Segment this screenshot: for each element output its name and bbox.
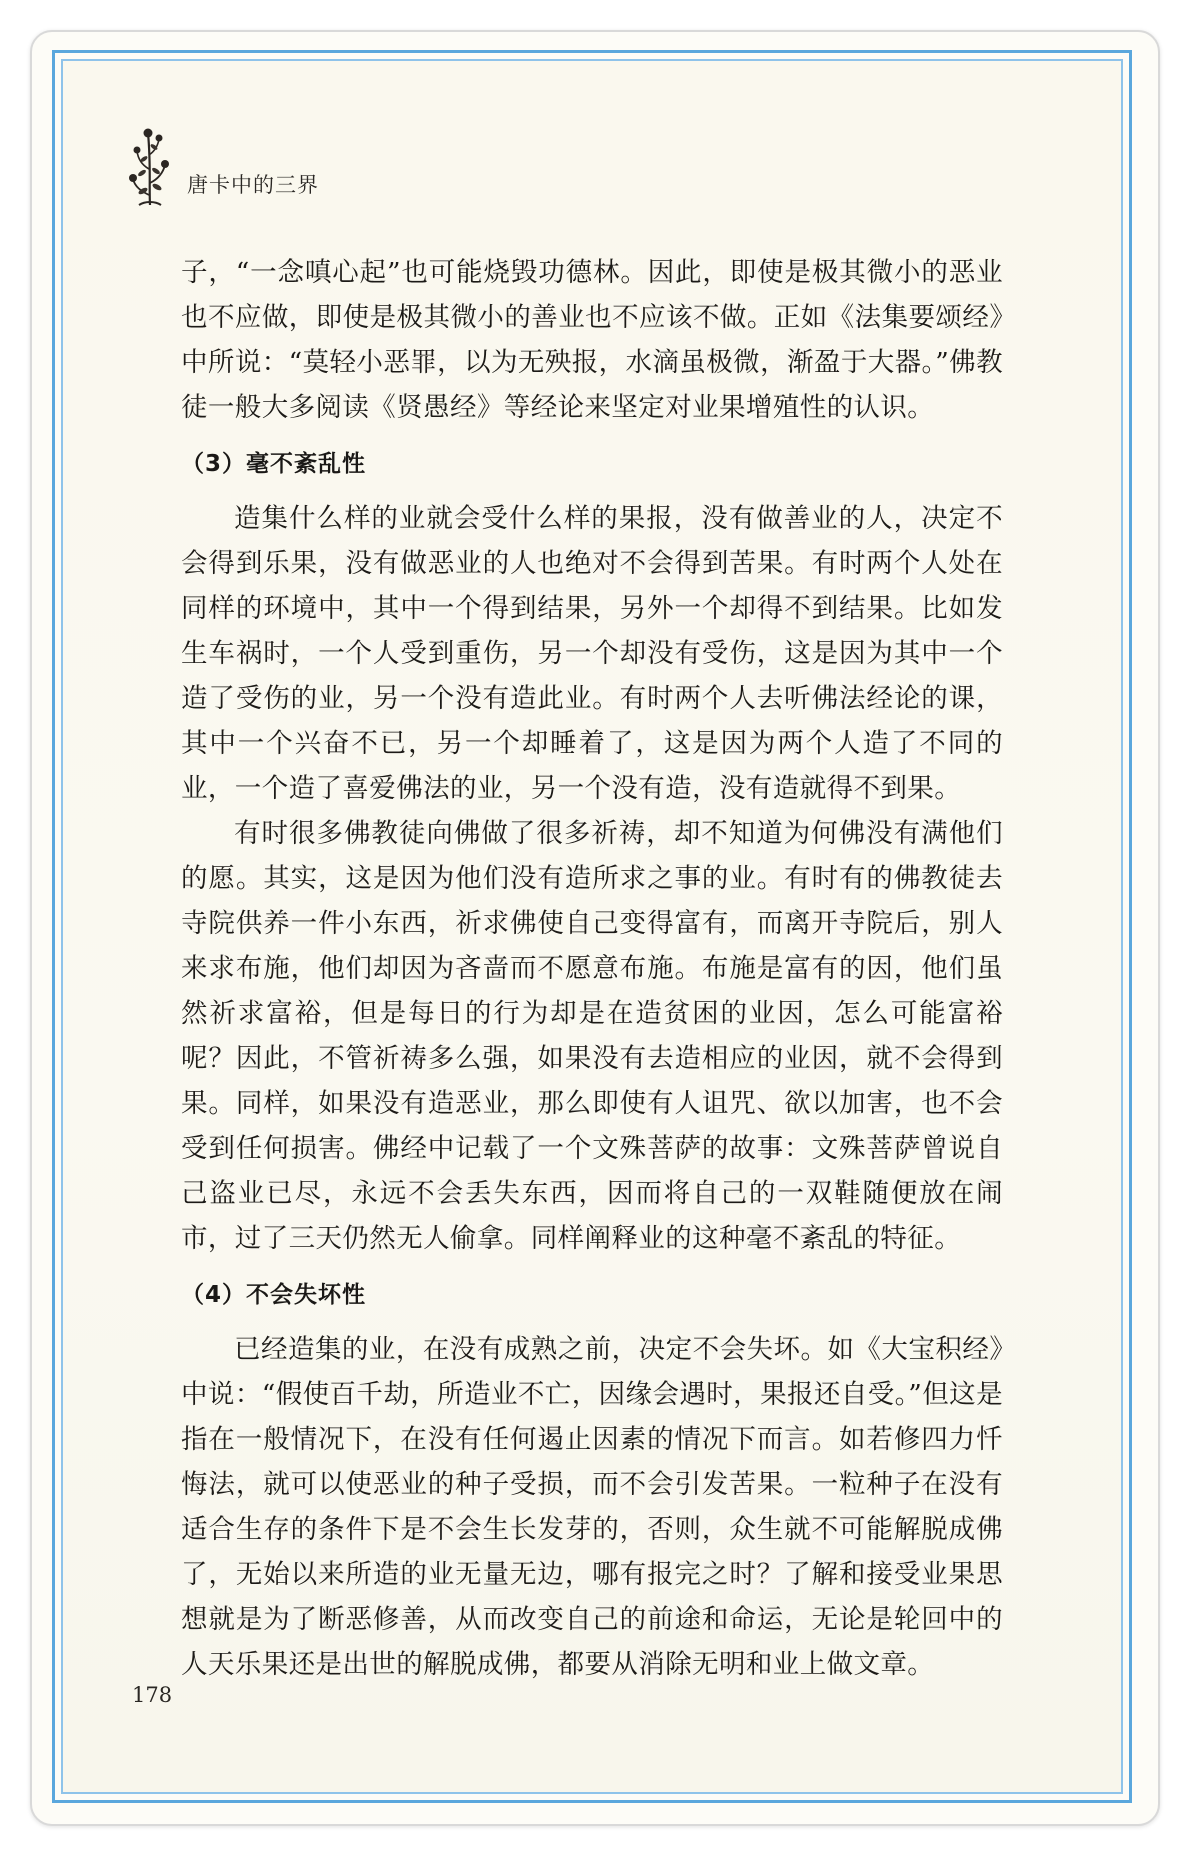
paragraph: 有时很多佛教徒向佛做了很多祈祷，却不知道为何佛没有满他们的愿。其实，这是因为他们没有造所求之事的业。有时有的佛教徒去寺院供养一件小东西，祈求佛使自己变得富有，而离开寺院后，别人来求布施，他们却因为吝啬而不愿意布施。布施是富有的因，他们虽然祈求富裕，但是每日的行为却是在造贫困的业因，怎么可能富裕呢？因此，不管祈祷多么强，如果没有去造相应的业因，就不会得到果。同样，如果没有造恶业，那么即使有人诅咒、欲以加害，也不会受到任何损害。佛经中记载了一个文殊菩萨的故事：文殊菩萨曾说自己盗业已尽，永远不会丢失东西，因而将自己的一双鞋随便放在闹市，过了三天仍然无人偷拿。同样阐释业的这种毫不紊乱的特征。 bbox=[181, 818, 1003, 1254]
section-heading-3: （3）毫不紊乱性 bbox=[181, 451, 367, 477]
body-text bbox=[181, 250, 1003, 1687]
running-header-title: 唐卡中的三界 bbox=[187, 173, 319, 197]
flowering-plant-icon bbox=[125, 125, 175, 207]
page-number: 178 bbox=[132, 1683, 173, 1707]
paragraph: 已经造集的业，在没有成熟之前，决定不会失坏。如《大宝积经》中说：“假使百千劫，所造业不亡，因缘会遇时，果报还自受。”但这是指在一般情况下，在没有任何遏止因素的情况下而言。如若修四力忏悔法，就可以使恶业的种子受损，而不会引发苦果。一粒种子在没有适合生存的条件下是不会生长发芽的，否则，众生就不可能解脱成佛了，无始以来所造的业无量无边，哪有报完之时？了解和接受业果思想就是为了断恶修善，从而改变自己的前途和命运，无论是轮回中的人天乐果还是出世的解脱成佛，都要从消除无明和业上做文章。 bbox=[181, 1334, 1003, 1680]
paragraph-continued: 子，“一念嗔心起”也可能烧毁功德林。因此，即使是极其微小的恶业也不应做，即使是极其微小的善业也不应该不做。正如《法集要颂经》中所说：“莫轻小恶罪，以为无殃报，水滴虽极微，渐盈于大器。”佛教徒一般大多阅读《贤愚经》等经论来坚定对业果增殖性的认识。 bbox=[181, 257, 1003, 423]
page-header bbox=[125, 125, 525, 215]
section-heading-4: （4）不会失坏性 bbox=[181, 1282, 367, 1308]
paragraph: 造集什么样的业就会受什么样的果报，没有做善业的人，决定不会得到乐果，没有做恶业的人也绝对不会得到苦果。有时两个人处在同样的环境中，其中一个得到结果，另外一个却得不到结果。比如发生车祸时，一个人受到重伤，另一个却没有受伤，这是因为其中一个造了受伤的业，另一个没有造此业。有时两个人去听佛法经论的课，其中一个兴奋不已，另一个却睡着了，这是因为两个人造了不同的业，一个造了喜爱佛法的业，另一个没有造，没有造就得不到果。 bbox=[181, 503, 1003, 804]
